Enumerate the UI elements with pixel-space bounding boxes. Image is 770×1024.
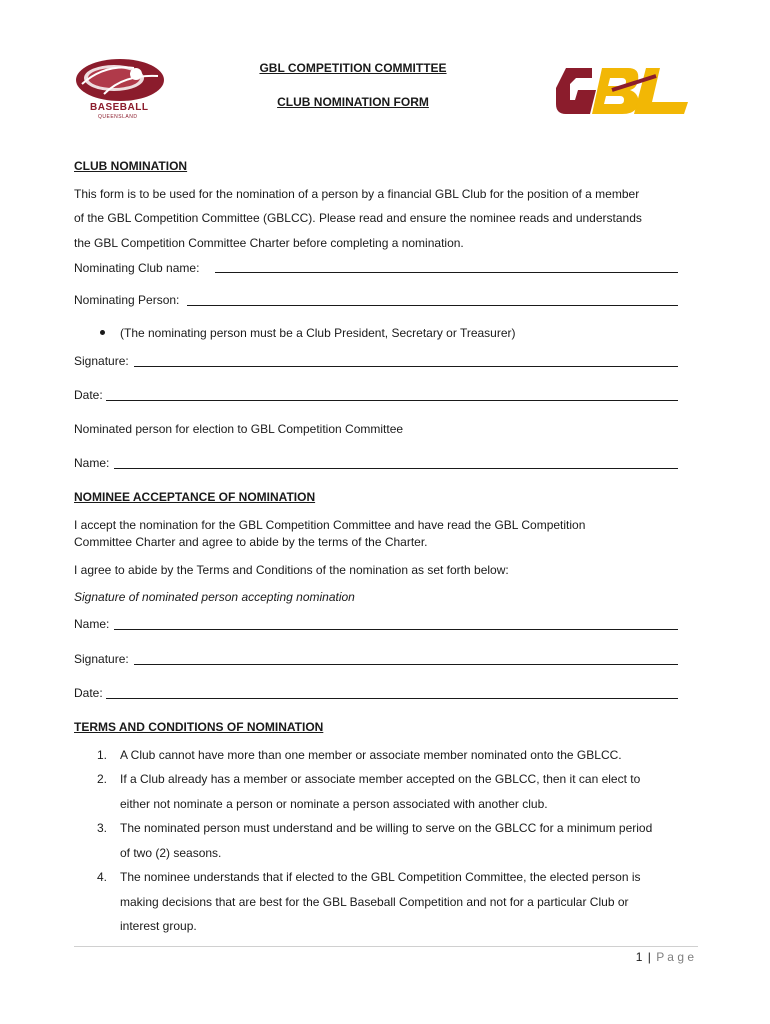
signature-label: Signature: [74, 354, 129, 368]
term-number-3: 3. [97, 821, 108, 835]
nominated-person-heading: Nominated person for election to GBL Competition Committee [74, 422, 404, 436]
nominee-signature-label: Signature: [74, 652, 129, 666]
nominating-club-label: Nominating Club name: [74, 261, 200, 275]
nominee-name-field[interactable] [114, 629, 678, 630]
name-label: Name: [74, 456, 110, 470]
nominating-club-field[interactable] [215, 272, 678, 273]
queensland-logo-text: QUEENSLAND [98, 114, 138, 120]
nominee-signature-field[interactable] [134, 664, 678, 665]
gbl-logo-graphic [552, 60, 692, 120]
term-1-line-1: A Club cannot have more than one member or associate member nominated onto the GBLCC. [120, 748, 622, 762]
club-nomination-heading: CLUB NOMINATION [74, 159, 188, 173]
term-2-line-2: either not nominate a person or nominate a person associated with another club. [120, 797, 548, 811]
signature-caption: Signature of nominated person accepting nomination [74, 590, 355, 604]
nominating-person-field[interactable] [187, 305, 678, 306]
gbl-logo [552, 60, 692, 120]
intro-line-3: the GBL Competition Committee Charter before completing a nomination. [74, 236, 464, 250]
acceptance-line-2: Committee Charter and agree to abide by the terms of the Charter. [74, 535, 428, 549]
term-4-line-3: interest group. [120, 919, 197, 933]
acceptance-line-1: I accept the nomination for the GBL Competition Committee and have read the GBL Competition [74, 518, 586, 532]
agree-text: I agree to abide by the Terms and Conditions of the nomination as set forth below: [74, 563, 509, 577]
nominee-date-field[interactable] [106, 698, 678, 699]
term-number-4: 4. [97, 870, 108, 884]
form-title: CLUB NOMINATION FORM [277, 95, 429, 109]
signature-field[interactable] [134, 366, 678, 367]
term-number-1: 1. [97, 748, 108, 762]
page-separator: | [647, 950, 651, 964]
intro-line-2: of the GBL Competition Committee (GBLCC). Please read and ensure the nominee reads and understands [74, 211, 642, 225]
page-number: 1 [635, 950, 643, 964]
term-4-line-1: The nominee understands that if elected to the GBL Competition Committee, the elected person is [120, 870, 641, 884]
page-footer [0, 950, 694, 964]
intro-line-1: This form is to be used for the nomination of a person by a financial GBL Club for the position of a member [74, 187, 640, 201]
term-3-line-2: of two (2) seasons. [120, 846, 222, 860]
page-word: P a g e [656, 950, 694, 964]
term-4-line-2: making decisions that are best for the GBL Baseball Competition and not for a particular Club or [120, 895, 629, 909]
name-field[interactable] [114, 468, 678, 469]
baseball-logo-text: BASEBALL [90, 102, 149, 113]
term-3-line-1: The nominated person must understand and be willing to serve on the GBLCC for a minimum period [120, 821, 653, 835]
nominee-date-label: Date: [74, 686, 103, 700]
date-label: Date: [74, 388, 103, 402]
bullet [100, 330, 105, 335]
date-field[interactable] [106, 400, 678, 401]
nominating-person-label: Nominating Person: [74, 293, 180, 307]
page-title: GBL COMPETITION COMMITTEE [259, 61, 447, 75]
nominee-name-label: Name: [74, 617, 110, 631]
term-2-line-1: If a Club already has a member or associate member accepted on the GBLCC, then it can elect to [120, 772, 641, 786]
acceptance-heading: NOMINEE ACCEPTANCE OF NOMINATION [74, 490, 316, 504]
nominating-person-note: (The nominating person must be a Club President, Secretary or Treasurer) [120, 326, 516, 340]
footer-divider [74, 946, 698, 947]
term-number-2: 2. [97, 772, 108, 786]
terms-heading: TERMS AND CONDITIONS OF NOMINATION [74, 720, 324, 734]
